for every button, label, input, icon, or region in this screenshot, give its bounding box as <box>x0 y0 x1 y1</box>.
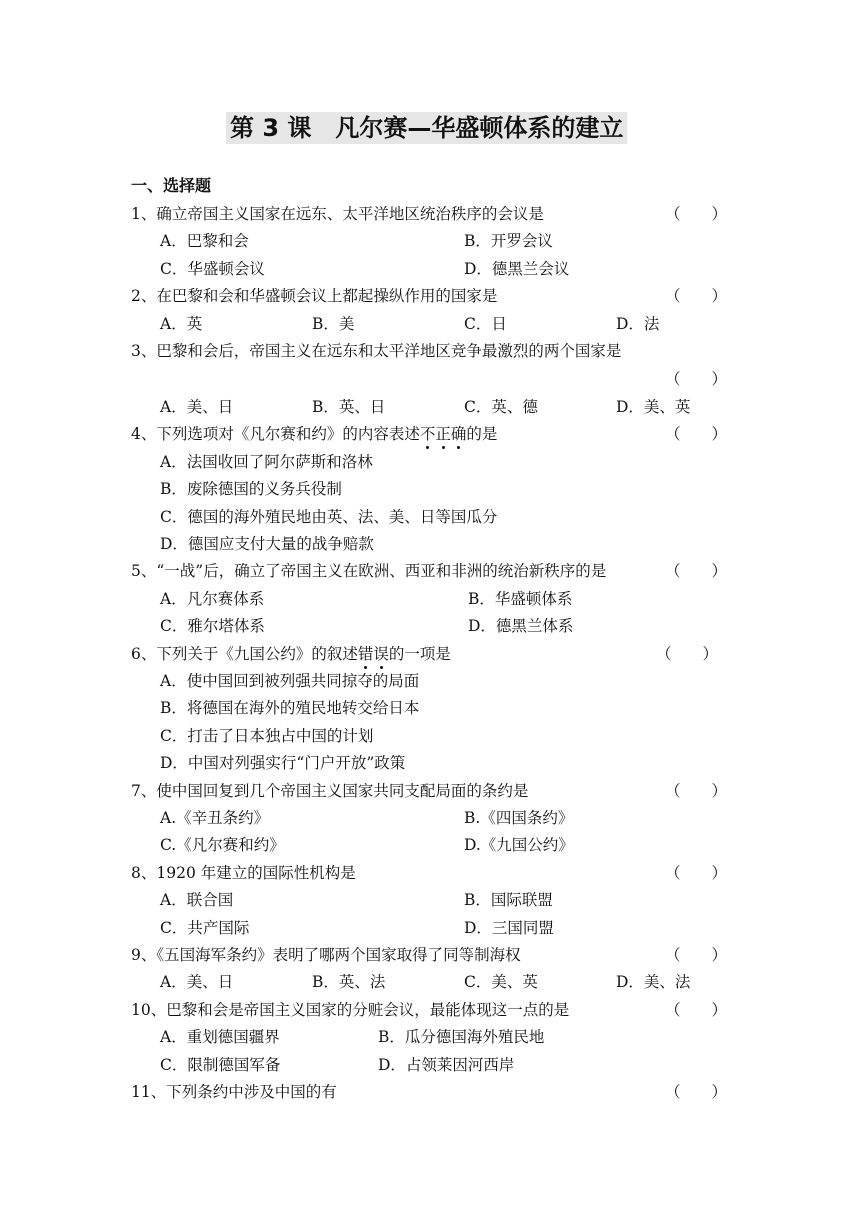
q2-option-d: D．法 <box>616 315 660 333</box>
q10-option-b: B．瓜分德国海外殖民地 <box>378 1028 545 1046</box>
answer-blank-7[interactable]: （ ） <box>665 782 728 800</box>
q2-option-a: A．英 <box>160 315 203 333</box>
question-6 <box>131 643 451 665</box>
answer-blank-8[interactable]: （ ） <box>665 864 728 882</box>
q7-option-d: D.《九国公约》 <box>464 836 574 854</box>
answer-blank-1[interactable]: （ ） <box>665 205 728 223</box>
q7-option-c: C.《凡尔赛和约》 <box>160 836 285 854</box>
answer-blank-5[interactable]: （ ） <box>665 562 728 580</box>
q1-option-d: D．德黑兰会议 <box>464 260 570 278</box>
question-6-text-before: 6、下列关于《九国公约》的叙述 <box>131 645 358 663</box>
question-4-text-before: 4、下列选项对《凡尔赛和约》的内容表述 <box>131 425 420 443</box>
answer-blank-2[interactable]: （ ） <box>665 287 728 305</box>
q5-option-c: C．雅尔塔体系 <box>160 617 265 635</box>
emphasis-char: 误 <box>373 645 389 663</box>
q1-option-c: C．华盛顿会议 <box>160 260 265 278</box>
q7-option-b: B.《四国条约》 <box>464 809 574 827</box>
q10-option-a: A．重划德国疆界 <box>160 1028 280 1046</box>
emphasis-char: 正 <box>435 425 451 443</box>
q8-option-b: B．国际联盟 <box>464 891 553 909</box>
q8-option-a: A．联合国 <box>160 891 234 909</box>
section-heading: 一、选择题 <box>131 176 212 195</box>
answer-blank-6[interactable]: （ ） <box>656 645 719 663</box>
page-title: 第 3 课 凡尔赛—华盛顿体系的建立 <box>226 112 627 144</box>
q2-option-b: B．美 <box>312 315 355 333</box>
q6-option-c: C．打击了日本独占中国的计划 <box>160 727 374 745</box>
question-8: 8、1920 年建立的国际性机构是 <box>131 864 356 882</box>
q10-option-d: D．占领莱因河西岸 <box>378 1056 515 1074</box>
q10-option-c: C．限制德国军备 <box>160 1056 281 1074</box>
answer-blank-4[interactable]: （ ） <box>665 425 728 443</box>
answer-blank-10[interactable]: （ ） <box>665 1001 728 1019</box>
answer-blank-11[interactable]: （ ） <box>665 1083 728 1101</box>
answer-blank-3[interactable]: （ ） <box>665 370 728 388</box>
q3-option-a: A．美、日 <box>160 398 234 416</box>
q6-option-b: B．将德国在海外的殖民地转交给日本 <box>160 699 420 717</box>
question-4-text-after: 的是 <box>466 425 498 443</box>
question-9: 9、《五国海军条约》表明了哪两个国家取得了同等制海权 <box>131 946 521 964</box>
q4-option-c: C．德国的海外殖民地由英、法、美、日等国瓜分 <box>160 508 498 526</box>
question-6-text-after: 的一项是 <box>388 645 451 663</box>
q4-option-a: A．法国收回了阿尔萨斯和洛林 <box>160 453 373 471</box>
q4-option-d: D．德国应支付大量的战争赔款 <box>160 535 374 553</box>
question-2: 2、在巴黎和会和华盛顿会议上都起操纵作用的国家是 <box>131 287 498 305</box>
q8-option-c: C．共产国际 <box>160 919 250 937</box>
question-7: 7、使中国回复到几个帝国主义国家共同支配局面的条约是 <box>131 782 529 800</box>
emphasis-char: 错 <box>357 645 374 663</box>
answer-blank-9[interactable]: （ ） <box>665 946 728 964</box>
q8-option-d: D．三国同盟 <box>464 919 554 937</box>
question-5: 5、“一战”后，确立了帝国主义在欧洲、西亚和非洲的统治新秩序的是 <box>131 562 607 580</box>
q3-option-b: B．英、日 <box>312 398 386 416</box>
q2-option-c: C．日 <box>464 315 507 333</box>
emphasis-char: 确 <box>450 425 467 443</box>
q3-option-c: C．英、德 <box>464 398 538 416</box>
q6-option-d: D．中国对列强实行“门户开放”政策 <box>160 754 406 772</box>
question-3: 3、巴黎和会后，帝国主义在远东和太平洋地区竞争最激烈的两个国家是 <box>131 342 622 360</box>
q3-option-d: D．美、英 <box>616 398 691 416</box>
q5-option-b: B．华盛顿体系 <box>468 590 573 608</box>
q4-option-b: B．废除德国的义务兵役制 <box>160 480 342 498</box>
question-1: 1、确立帝国主义国家在远东、太平洋地区统治秩序的会议是 <box>131 205 544 223</box>
q7-option-a: A.《辛丑条约》 <box>160 809 270 827</box>
q9-option-d: D．美、法 <box>616 973 691 991</box>
q1-option-b: B．开罗会议 <box>464 232 553 250</box>
q5-option-a: A．凡尔赛体系 <box>160 590 265 608</box>
q5-option-d: D．德黑兰体系 <box>468 617 574 635</box>
q9-option-b: B．英、法 <box>312 973 386 991</box>
emphasis-char: 不 <box>419 425 436 443</box>
question-4 <box>131 423 497 445</box>
q9-option-c: C．美、英 <box>464 973 538 991</box>
q1-option-a: A．巴黎和会 <box>160 232 249 250</box>
question-11: 11、下列条约中涉及中国的有 <box>131 1083 337 1101</box>
q9-option-a: A．美、日 <box>160 973 234 991</box>
question-10: 10、巴黎和会是帝国主义国家的分赃会议，最能体现这一点的是 <box>131 1001 570 1019</box>
q6-option-a: A．使中国回到被列强共同掠夺的局面 <box>160 672 420 690</box>
